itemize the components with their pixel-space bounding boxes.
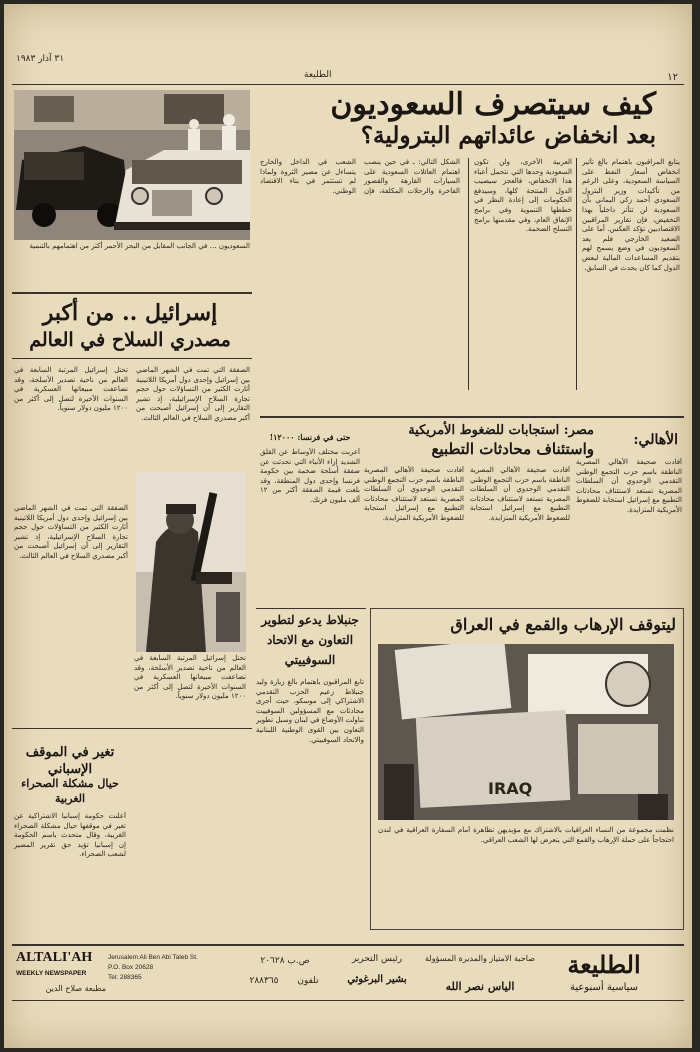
israel-text-continued: الصفقة التي تمت في الشهر الماضي بين إسرائيل وإحدى دول أمريكا اللاتينية أثارت الكثير من التساؤلات حول حجم تجارة السلاح الإسرائيلية، إذ تشير التقارير إلى أن إسرائيل أصبحت من أكبر مصدري السلاح في العالم الثالث.	[14, 504, 128, 560]
footer-owner-label: صاحبة الامتياز والمديرة المسؤولة	[424, 954, 536, 963]
footer-printer: مطبعة صلاح الدين	[45, 984, 106, 993]
lead-column-2: العربية الأخرى، ولن تكون السعودية وحدها التي تتحمل أعباء هذا الانخفاض، فالعجز سيصيب الدول المنتجة كلها، وسيدفع الحكومات إلى إعادة النظر في خططها التنموية وفي برامج الإنفاق العام، وفي مقدمتها برامج التسلح الضخمة.	[474, 158, 572, 234]
footer-rule	[12, 944, 684, 946]
egypt-body-cont2: أفادت صحيفة الأهالي المصرية الناطقة باسم حزب التجمع الوطني التقدمي الوحدوي أن السلطات المصرية تستعد لاستئناف محادثات التطبيع مع إسرائيل استجابة للضغوط الأمريكية المتزايدة.	[364, 466, 464, 522]
footer-pobox: ص.ب ٢٠٦٢٨	[260, 956, 310, 966]
jumblatt-headline-line2: التعاون مع الاتحاد	[266, 633, 354, 647]
soldier-photo	[136, 472, 246, 652]
footer-address-line3: Tel: 288365	[108, 974, 142, 981]
section-rule	[12, 292, 252, 294]
israel-headline-line1: إسرائيل .. من أكبر	[42, 300, 218, 326]
lead-column-1: يتابع المراقبون باهتمام بالغ تأثير انخفاض أسعار النفط على السياسة السعودية، وعلى الرغم من تأكيدات وزير البترول السعودي أحمد زكي اليماني بأن السعودية لن تتأثر داخلياً بهذا التخفيض، فإن تقارير المراقبين الاقتصاديين تؤكد العكس. أما على الصعيد الخارجي فلم يعد السعوديون في وضع يسمح لهم بتقديم المساعدات المالية لبعض الدول كما كان يحدث في السابق.	[582, 158, 680, 272]
jumblatt-headline-line3: السوفييتي	[284, 653, 336, 667]
iraq-caption: نظمت مجموعة من النساء العراقيات بالاشتراك مع مؤيديهن تظاهرة أمام السفارة العراقية في لندن احتجاجاً على حملة الإرهاب والقمع التي يتعرض لها الشعب العراقي.	[378, 826, 674, 844]
footer-editor-label: رئيس التحرير	[351, 954, 403, 964]
cars-photo	[14, 90, 250, 240]
lead-headline-line1: كيف سيتصرف السعوديون	[330, 87, 656, 122]
iraq-banner-text: IRAQ	[488, 779, 533, 798]
footer-en-title: ALTALI'AH	[16, 950, 93, 965]
lead-column-3: الشكل التالي: ـ في حين ينصب اهتمام العائلات السعودية على السيارات الفارهة والقصور الفاخرة والرحلات المكلفة، فإن الشعب في الداخل والخارج يتساءل عن مصير الثروة ولماذا لم تستثمر في بناء الاقتصاد الوطني.	[260, 158, 460, 195]
newspaper-page	[4, 4, 692, 1048]
page-number: ١٢	[667, 72, 678, 83]
lead-headline-line2: بعد انخفاض عائداتهم البترولية؟	[360, 122, 656, 149]
column-rule	[576, 158, 577, 390]
spain-headline-line1: تغير في الموقف الإسباني	[25, 745, 115, 777]
header-rule	[12, 84, 684, 85]
column-rule	[468, 158, 469, 390]
cars-photo-image	[14, 90, 250, 240]
france-headline: حتى في فرنسا: ١٢٠٠٠!	[269, 432, 351, 442]
footer-phone: ٢٨٨٣٦٥	[249, 976, 279, 986]
france-body: أعربت مختلف الأوساط عن القلق الشديد إزاء الأنباء التي تحدثت عن صفقة أسلحة ضخمة بين حكومة فرنسا وإحدى دول المنطقة، وقد بلغت قيمة الصفقة أكثر من ١٢ ألف مليون فرنك.	[260, 448, 360, 504]
footer-address-line2: P.O. Box 20628	[108, 964, 154, 971]
israel-column-left: تحتل إسرائيل المرتبة السابعة في العالم من ناحية تصدير الأسلحة، وقد تضاعفت مبيعاتها العسكرية في السنوات الأخيرة لتصل إلى أكثر من ١٢٠٠ مليون دولار سنوياً.	[14, 366, 128, 413]
section-rule	[260, 416, 684, 418]
jumblatt-body: تابع المراقبون باهتمام بالغ زيارة وليد جنبلاط زعيم الحزب التقدمي الاشتراكي إلى موسكو، حيث أجرى محادثات مع المسؤولين السوفييت تناولت الأوضاع في لبنان وسبل تطوير التعاون بين القوى الوطنية اللبنانية والاتحاد السوفييتي.	[256, 678, 364, 744]
egypt-kicker: الأهالي:	[633, 432, 678, 448]
header-date: ٣١ آذار ١٩٨٣	[16, 54, 65, 64]
section-rule	[256, 608, 366, 609]
section-rule	[12, 358, 252, 359]
footer-phone-label: تلفون	[297, 976, 319, 986]
footer-logo-sub: سياسية أسبوعية	[569, 982, 639, 993]
footer-address-line1: Jerusalem Ali Ben Abi Taleb St.	[108, 954, 198, 961]
iraq-protest-image	[378, 644, 674, 820]
spain-body: أعلنت حكومة إسبانيا الاشتراكية عن تغير في موقفها حيال مشكلة الصحراء الغربية، وقال متحدث باسم الحكومة إن إسبانيا تؤيد حق تقرير المصير لشعب الصحراء.	[14, 812, 126, 859]
footer-owner-name: الياس نصر الله	[445, 980, 515, 993]
footer-logo: الطليعة	[567, 950, 641, 979]
footer-editor-name: بشير البرغوثي	[347, 974, 407, 985]
egypt-body-cont: أفادت صحيفة الأهالي المصرية الناطقة باسم حزب التجمع الوطني التقدمي الوحدوي أن السلطات المصرية تستعد لاستئناف محادثات التطبيع مع إسرائيل استجابة للضغوط الأمريكية المتزايدة.	[470, 466, 570, 522]
egypt-headline-line1: مصر: استجابات للضغوط الأمريكية	[408, 423, 594, 438]
jumblatt-headline-line1: جنبلاط يدعو لتطوير	[261, 613, 359, 627]
israel-headline-line2: مصدري السلاح في العالم	[29, 329, 231, 351]
iraq-protest-photo	[378, 644, 674, 820]
egypt-body: أفادت صحيفة الأهالي المصرية الناطقة باسم حزب التجمع الوطني التقدمي الوحدوي أن السلطات المصرية تستعد لاستئناف محادثات التطبيع مع إسرائيل استجابة للضغوط الأمريكية المتزايدة.	[576, 458, 682, 514]
spain-headline-line2: حيال مشكلة الصحراء الغربية	[21, 777, 119, 805]
footer-bottom-rule	[12, 1000, 684, 1001]
israel-arms-continued: تحتل إسرائيل المرتبة السابعة في العالم من ناحية تصدير الأسلحة، وقد تضاعفت مبيعاتها العسكرية في السنوات الأخيرة لتصل إلى أكثر من ١٢٠٠ مليون دولار سنوياً.	[134, 654, 246, 701]
header-section: الطليعة	[304, 70, 332, 80]
egypt-headline-line2: واستئناف محادثات التطبيع	[431, 440, 594, 458]
soldier-photo-image	[136, 472, 246, 652]
israel-column-left-cont	[14, 504, 128, 654]
cars-photo-caption: السعوديون … في الجانب المقابل من البحر الأحمر أكثر من اهتمامهم بالتنمية	[29, 242, 250, 250]
iraq-headline: ليتوقف الإرهاب والقمع في العراق	[450, 615, 676, 634]
footer-en-sub: WEEKLY NEWSPAPER	[16, 970, 87, 977]
israel-column-right: الصفقة التي تمت في الشهر الماضي بين إسرائيل وإحدى دول أمريكا اللاتينية أثارت الكثير من التساؤلات حول حجم تجارة السلاح الإسرائيلية، إذ تشير التقارير إلى أن إسرائيل أصبحت من أكبر مصدري السلاح في العالم الثالث.	[136, 366, 250, 422]
